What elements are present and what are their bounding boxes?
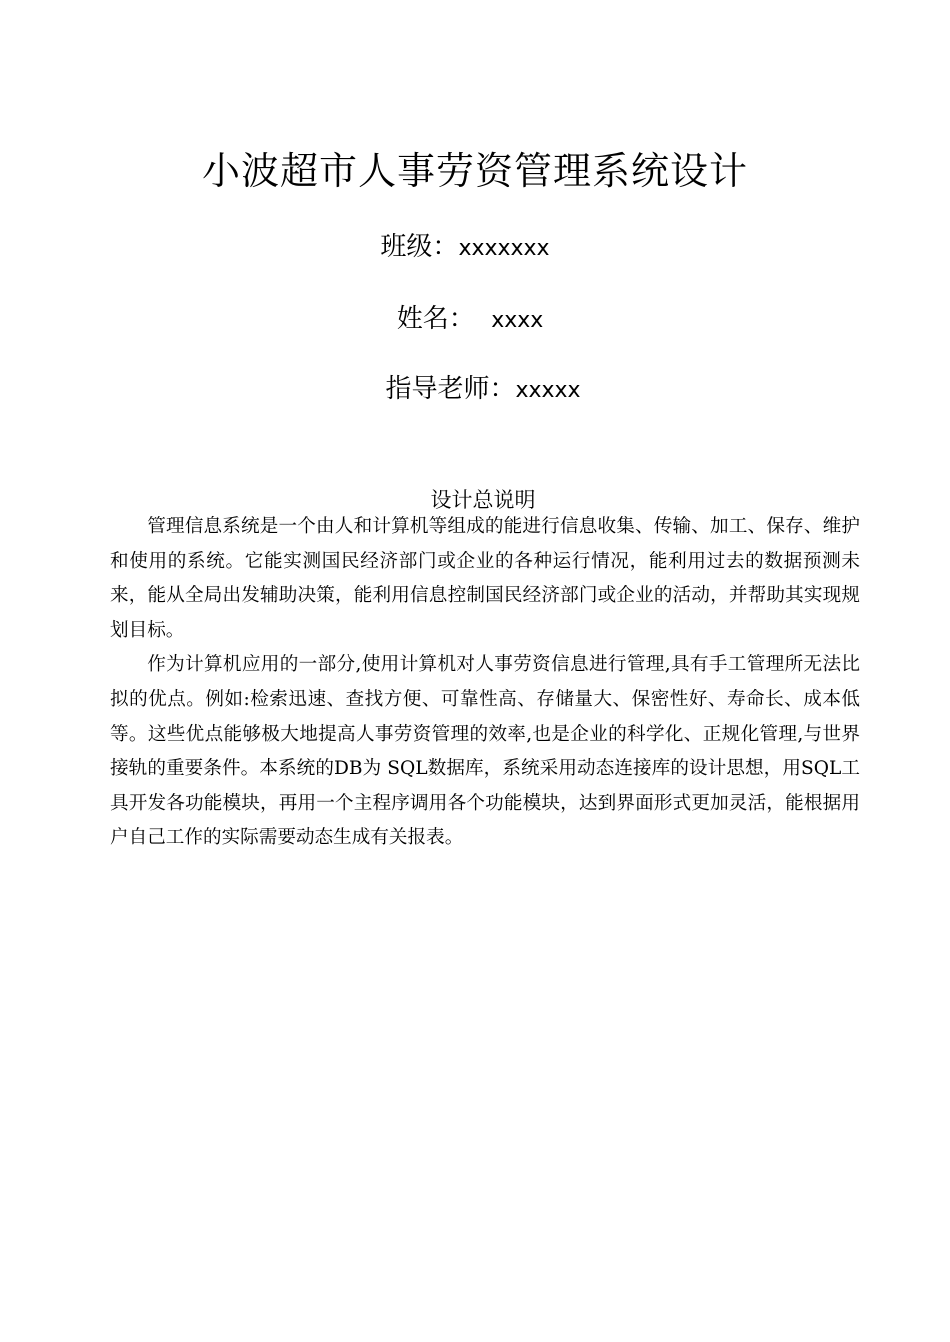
name-line (0, 298, 945, 335)
document-title: 小波超市人事劳资管理系统设计 (201, 149, 748, 193)
class-label: 班级： (380, 232, 459, 262)
advisor-label: 指导老师： (385, 374, 516, 404)
advisor-line (8, 368, 950, 405)
body-text (110, 510, 860, 856)
class-value: xxxxxxx (458, 236, 550, 261)
paragraph: 作为计算机应用的一部分,使用计算机对人事劳资信息进行管理,具有手工管理所无法比拟的优点。例如:检索迅速、查找方便、可靠性高、存储量大、保密性好、寿命长、成本低等。这些优点能够极大地提高人事劳资管理的效率,也是企业的科学化、正规化管理,与世界接轨的重要条件。本系统的DB为 SQL数据库，系统采用动态连接库的设计思想，用SQL工具开发各功能模块，再用一个主程序调用各个功能模块，达到界面形式更加灵活，能根据用户自己工作的实际需要动态生成有关报表。 (110, 654, 860, 849)
class-line (0, 226, 940, 263)
section-heading: 设计总说明 (430, 488, 536, 512)
name-value: xxxx (491, 308, 544, 333)
name-label: 姓名： (396, 304, 475, 334)
advisor-value: xxxxx (515, 378, 581, 403)
paragraph: 管理信息系统是一个由人和计算机等组成的能进行信息收集、传输、加工、保存、维护和使用的系统。它能实测国民经济部门或企业的各种运行情况，能利用过去的数据预测未来，能从全局出发辅助决策，能利用信息控制国民经济部门或企业的活动，并帮助其实现规划目标。 (110, 516, 860, 641)
